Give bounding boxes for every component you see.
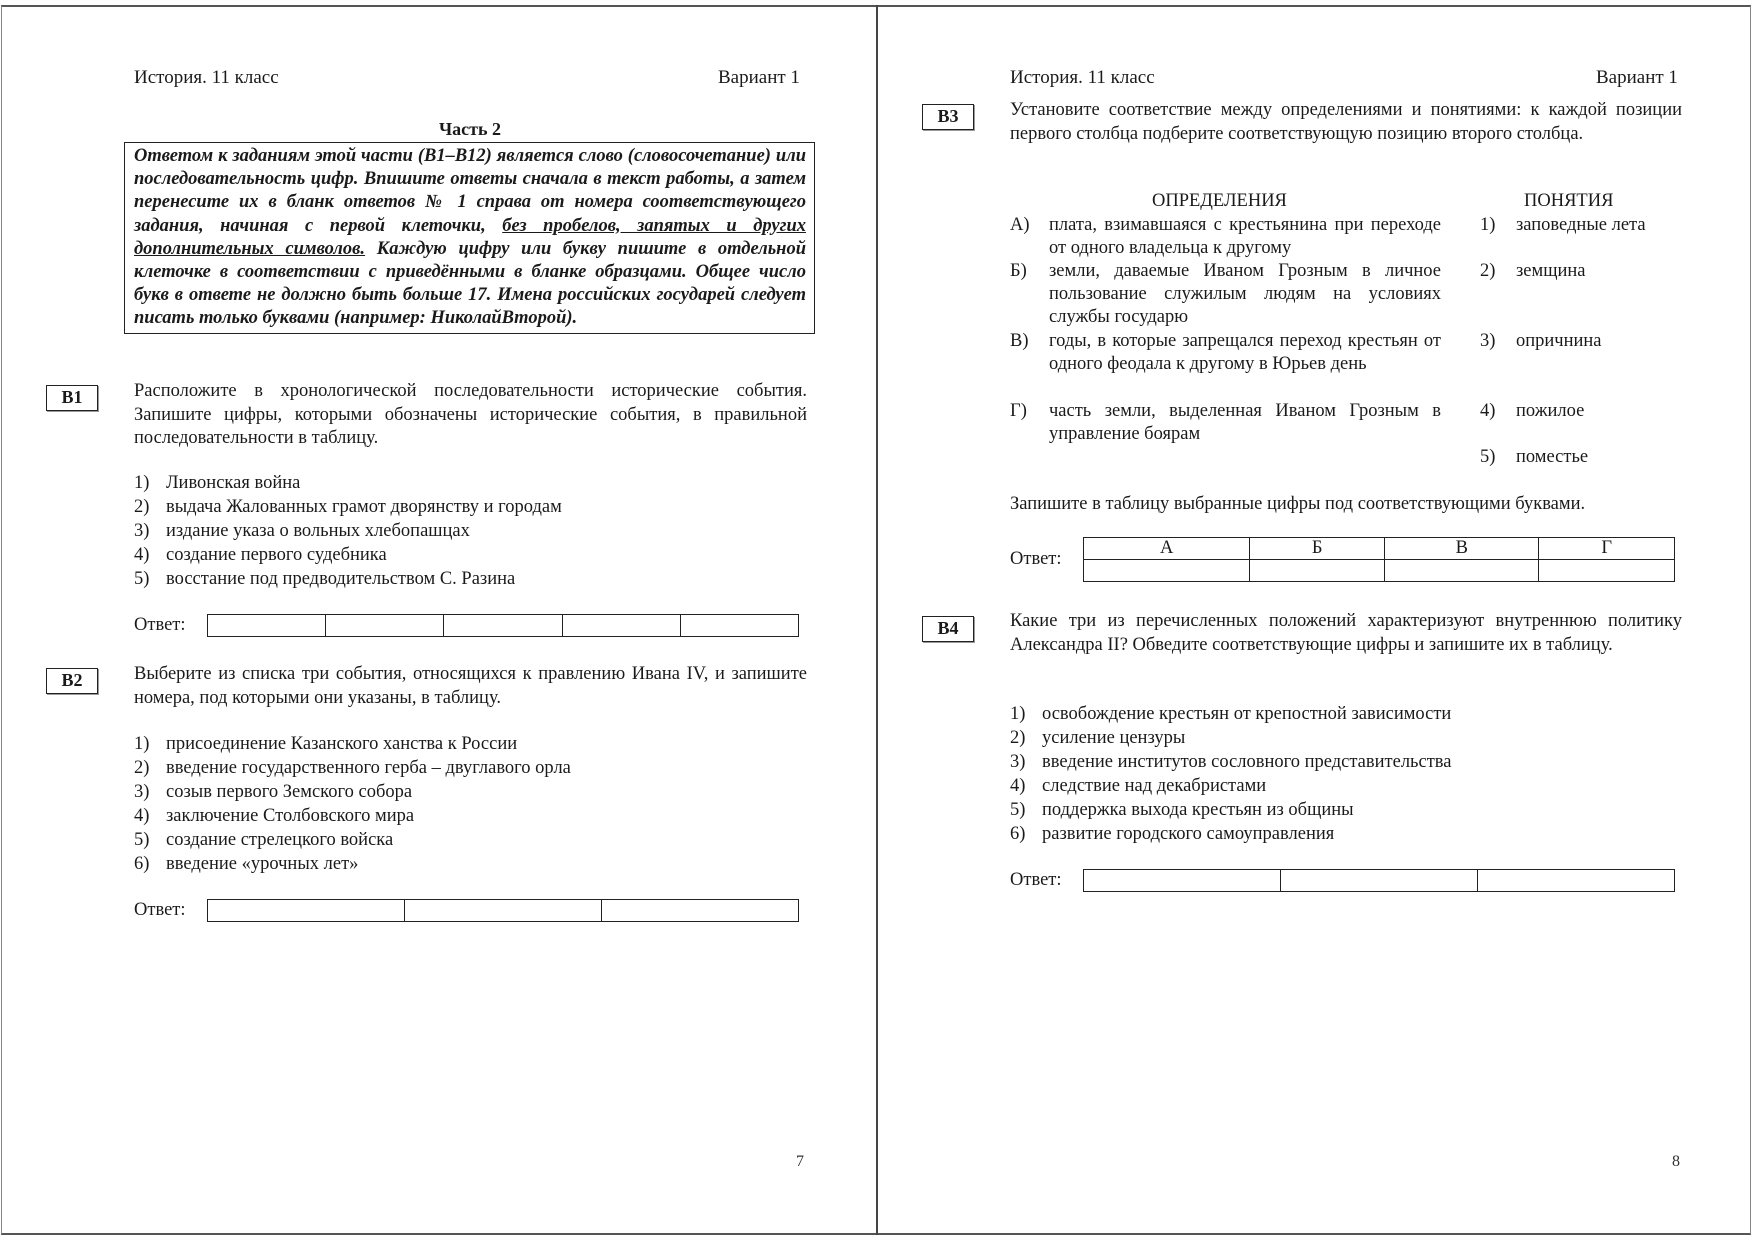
header-subject: История. 11 класс — [1010, 67, 1155, 88]
list-item: 6) введение «урочных лет» — [134, 854, 359, 874]
answer-table-b3 — [1083, 537, 1675, 582]
list-item: 3) введение институтов сословного представительства — [1010, 752, 1452, 772]
task-b3-prompt: Установите соответствие между определениями и понятиями: к каждой позиции первого столбца подберите соответствующую позицию второго столбца. — [1010, 100, 1682, 144]
answer-header-cell: В — [1385, 538, 1539, 560]
answer-cell[interactable] — [1084, 870, 1281, 892]
list-item: 5) создание стрелецкого войска — [134, 830, 394, 850]
page-number: 7 — [796, 1153, 804, 1170]
answer-cell[interactable] — [1084, 560, 1250, 582]
answer-cell[interactable] — [208, 615, 326, 637]
list-item: 1) освобождение крестьян от крепостной зависимости — [1010, 704, 1452, 724]
list-item: 1) присоединение Казанского ханства к России — [134, 734, 518, 754]
list-item: 4) создание первого судебника — [134, 545, 387, 565]
task-b1-options — [134, 471, 807, 591]
table-instruction: Запишите в таблицу выбранные цифры под соответствующими буквами. — [1010, 494, 1586, 514]
answer-cell[interactable] — [405, 900, 602, 922]
task-badge-b4: B4 — [922, 616, 974, 642]
task-b3-answer — [1010, 537, 1675, 582]
part-title: Часть 2 — [438, 119, 502, 139]
list-item: 2) введение государственного герба – двуглавого орла — [134, 758, 571, 778]
instructions-text-2: Каждую цифру или букву пишите в отдельной клеточке в соответствии с приведёнными в бланке образцами. Общее число букв в ответе не должно быть больше 17. Имена российских государей следует писать только буквами (например: НиколайВторой). — [134, 238, 806, 329]
concepts-heading: ПОНЯТИЯ — [1524, 191, 1614, 211]
header-subject: История. 11 класс — [134, 67, 279, 88]
task-b4-options — [1010, 702, 1682, 846]
answer-table-b2 — [207, 899, 799, 922]
list-item: 6) развитие городского самоуправления — [1010, 824, 1335, 844]
answer-cell[interactable] — [1281, 870, 1478, 892]
instructions-text: Ответом к заданиям этой части (В1–В12) является слово (словосочетание) или последовательность цифр. Впишите ответы сначала в текст работы, а затем перенесите их в бланк ответов № 1 справа от номера соответствующего задания, начиная с первой клеточки, — [134, 146, 806, 236]
answer-header-cell: А — [1084, 538, 1250, 560]
task-b1-prompt: Расположите в хронологической последовательности исторические события. Запишите цифры, которыми обозначены исторические события, в правильной последовательности в таблицу. — [134, 381, 807, 449]
page-7 — [0, 0, 876, 1239]
answer-cell[interactable] — [208, 900, 405, 922]
list-item: 4) заключение Столбовского мира — [134, 806, 415, 826]
task-badge-b3: B3 — [922, 104, 974, 130]
answer-cell[interactable] — [326, 615, 444, 637]
list-item: 2) усиление цензуры — [1010, 728, 1186, 748]
answer-header-cell: Г — [1539, 538, 1675, 560]
answer-cell[interactable] — [562, 615, 680, 637]
answer-cell[interactable] — [444, 615, 562, 637]
task-b4-prompt: Какие три из перечисленных положений характеризуют внутреннюю политику Александра II? Обведите соответствующие цифры и запишите их в таблицу. — [1010, 611, 1682, 655]
list-item: 1) Ливонская война — [134, 473, 301, 493]
instructions-underlined: без пробелов, запятых и других дополнительных символов. — [134, 215, 806, 259]
task-b1-answer — [134, 614, 799, 637]
answer-cell[interactable] — [680, 615, 798, 637]
task-b2-prompt: Выберите из списка три события, относящихся к правлению Ивана IV, и запишите номера, под которыми они указаны, в таблицу. — [134, 664, 807, 708]
page-8: История. 11 класс Вариант 1 B3 Установите соответствие между определениями и понятиями: к каждой позиции первого столбца подберите соответствующую позицию второго столбца. ОПРЕДЕЛЕНИЯ ПОНЯТИЯ А) плата, взимавшаяся с крестьянина при переходе от одного владельца к другому Б) земли, даваемые Иваном Грозным в личное пользование служилым людям на условиях службы государю В) годы, в которые запрещался переход крестьян от одного феодала к другому в Юрьев день Г) часть земли, выделенная Иваном Грозным в управление боярам 1) заповедные лета 2) земщина 3) опричнина 4) пожилое 5) поместье Запишите в таблицу выбранные цифры под соответствующими буквами. Ответ: А Б В Г B4 Какие три из перечисленных положений характеризуют внутреннюю политику Александра II? Обведите соответствующие цифры и запишите их в таблицу. 1) освобождение крестьян от крепостной зависимости 2) усиление цензуры 3) введение институтов сословного представительства 4) следствие над декабристами 5) поддержка выхода крестьян из общины 6) развитие городского самоуправления Ответ: 8 — [878, 0, 1754, 1239]
answer-label: Ответ: — [1010, 549, 1062, 569]
answer-cell[interactable] — [1250, 560, 1385, 582]
answer-cell[interactable] — [602, 900, 799, 922]
list-item: 5) восстание под предводительством С. Разина — [134, 569, 516, 589]
list-item: 2) выдача Жалованных грамот дворянству и городам — [134, 497, 562, 517]
answer-label: Ответ: — [134, 900, 186, 920]
answer-cell[interactable] — [1539, 560, 1675, 582]
answer-table-b4 — [1083, 869, 1675, 892]
answer-label: Ответ: — [134, 615, 186, 635]
answer-header-cell: Б — [1250, 538, 1385, 560]
task-b2-options — [134, 732, 807, 876]
task-b4-answer — [1010, 869, 1675, 892]
task-b2-answer — [134, 899, 799, 922]
definitions-heading: ОПРЕДЕЛЕНИЯ — [1152, 191, 1287, 211]
answer-table-b1 — [207, 614, 799, 637]
task-badge-b1: B1 — [46, 385, 98, 411]
list-item: 5) поддержка выхода крестьян из общины — [1010, 800, 1354, 820]
answer-cell[interactable] — [1478, 870, 1675, 892]
page-number: 8 — [1672, 1153, 1680, 1170]
answer-cell[interactable] — [1385, 560, 1539, 582]
instructions-box — [124, 142, 815, 334]
task-badge-b2: B2 — [46, 668, 98, 694]
list-item: 4) следствие над декабристами — [1010, 776, 1267, 796]
header-variant: Вариант 1 — [1596, 67, 1678, 88]
list-item: 3) издание указа о вольных хлебопашцах — [134, 521, 470, 541]
answer-label: Ответ: — [1010, 870, 1062, 890]
list-item: 3) созыв первого Земского собора — [134, 782, 413, 802]
header-variant: Вариант 1 — [718, 67, 800, 88]
